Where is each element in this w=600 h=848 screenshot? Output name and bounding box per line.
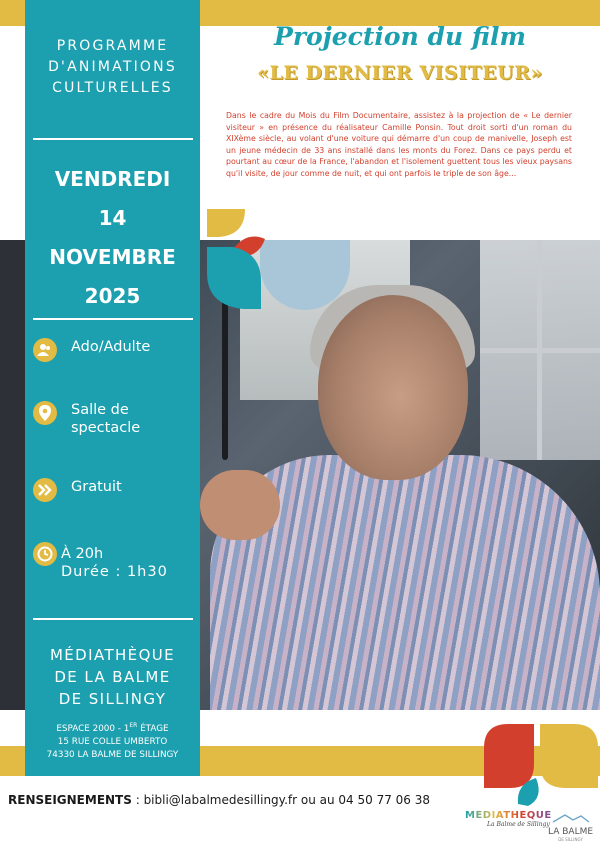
audience-info: Ado/Adulte xyxy=(33,338,150,362)
decorative-leaves-bottom xyxy=(478,718,600,808)
location-pin-icon xyxy=(33,401,57,425)
people-icon xyxy=(33,338,57,362)
film-description: Dans le cadre du Mois du Film Documentaire, assistez à la projection de « Le dernier visiteur » en présence du réalisateur Camille Ponsin. Tout droit sorti d'un roman du XIXème siècle, au volant d'une voiture qui démarre d'un coup de manivelle, Joseph est un jeune médecin de 33 ans installé dans les monts du Forez. Dans ce pays perdu et pourtant au cœur de la France, l'abandon et l'isolement guettent tous les vieux paysans qu'il visite, de jour comme de nuit, et qui ont parfois le triple de son âge... xyxy=(226,111,572,178)
divider xyxy=(33,318,193,320)
title-line-1: Projection du film xyxy=(274,22,526,51)
film-still-photo xyxy=(200,240,600,710)
left-info-panel xyxy=(25,0,200,713)
divider xyxy=(33,138,193,140)
phone-number: 04 50 77 06 38 xyxy=(338,793,431,807)
venue-info: Salle de spectacle xyxy=(33,401,140,437)
la-balme-logo: LA BALME DE SILLINGY xyxy=(548,808,593,842)
mediatheque-logo: MÉDIATHÈQUE La Balme de Sillingy xyxy=(465,810,552,828)
address-block: ESPACE 2000 - 1ER ÉTAGE 15 RUE COLLE UMBERTO 74330 LA BALME DE SILLINGY xyxy=(25,713,200,776)
mountain-icon xyxy=(551,813,591,823)
program-heading: PROGRAMME D'ANIMATIONS CULTURELLES xyxy=(48,38,177,96)
email-link[interactable]: bibli@labalmedesillingy.fr xyxy=(143,793,298,807)
contact-info: RENSEIGNEMENTS : bibli@labalmedesillingy.fr ou au 04 50 77 06 38 xyxy=(8,793,431,807)
film-title: «LE DERNIER VISITEUR» xyxy=(257,62,543,84)
decorative-leaves-top xyxy=(203,205,275,310)
double-chevron-icon xyxy=(33,478,57,502)
event-date: VENDREDI 14 NOVEMBRE 2025 xyxy=(49,167,176,308)
time-info: À 20h Durée : 1h30 xyxy=(33,542,168,581)
price-info: Gratuit xyxy=(33,478,122,502)
divider xyxy=(33,618,193,620)
clock-icon xyxy=(33,542,57,566)
library-name: MÉDIATHÈQUE DE LA BALME DE SILLINGY xyxy=(49,646,176,708)
